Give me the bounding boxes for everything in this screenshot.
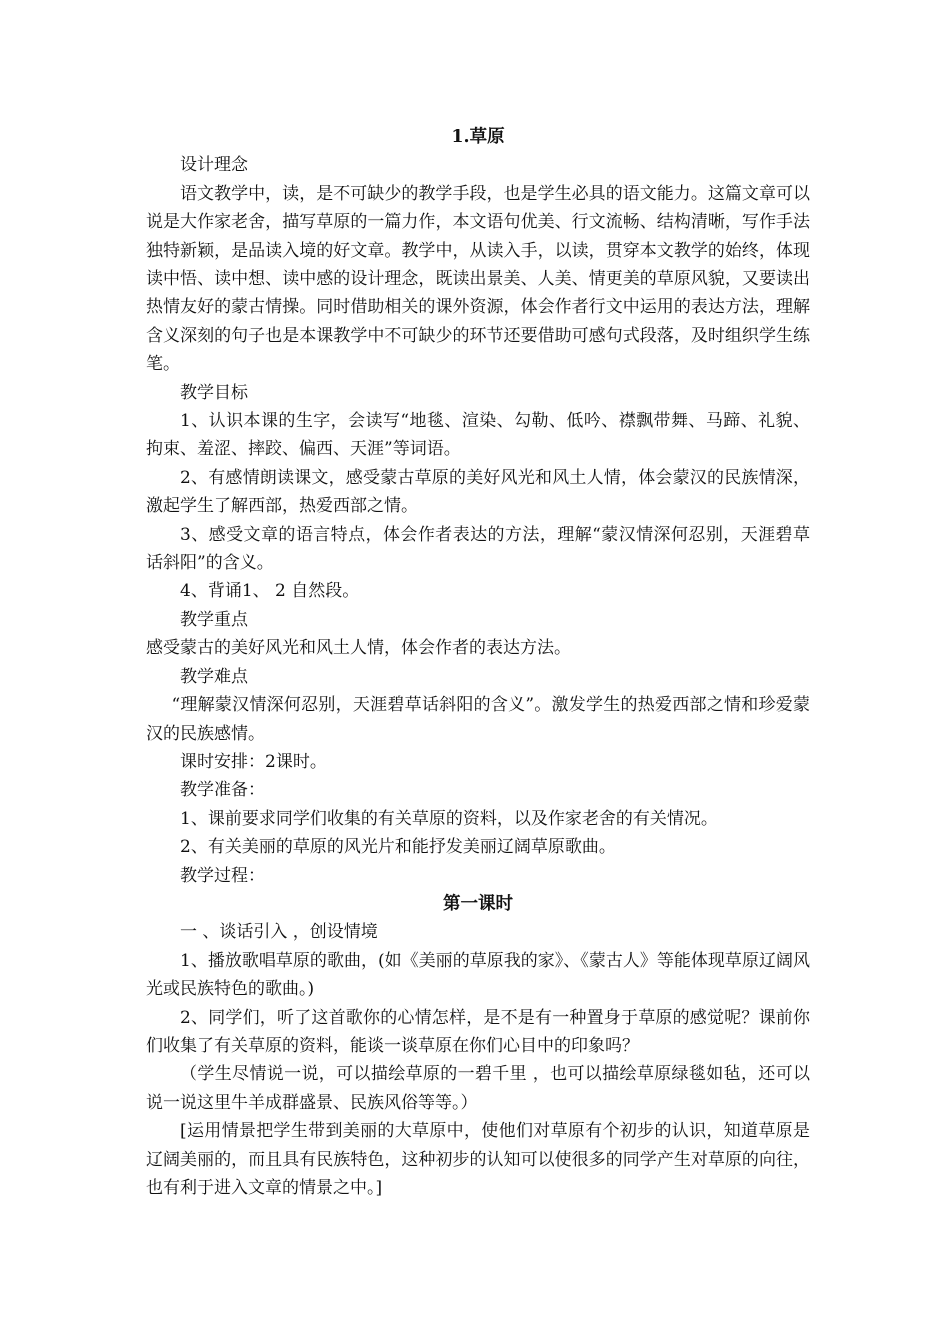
step-one-rationale: [运用情景把学生带到美丽的大草原中，使他们对草原有个初步的认识，知道草原是辽阔美丽的，而且具有民族特色，这种初步的认知可以使很多的同学产生对草原的向往，也有利于进入文章的情景之中。] bbox=[146, 1121, 810, 1198]
lesson-one-title: 第一课时 bbox=[443, 893, 513, 914]
process-heading: 教学过程： bbox=[180, 865, 265, 886]
difficulty-heading: 教学难点 bbox=[180, 666, 248, 687]
goal-item: 4、背诵1、 2 自然段。 bbox=[180, 581, 360, 602]
goal-item: 1、认识本课的生字，会读写“地毯、渲染、勾勒、低吟、襟飘带舞、马蹄、礼貌、拘束、羞涩、摔跤、偏西、天涯”等词语。 bbox=[146, 411, 810, 460]
goal-item: 3、感受文章的语言特点，体会作者表达的方法，理解“蒙汉情深何忍别，天涯碧草话斜阳”的含义。 bbox=[146, 524, 810, 574]
page-title: 1.草原 bbox=[451, 127, 505, 147]
step-one-item: 2、同学们，听了这首歌你的心情怎样，是不是有一种置身于草原的感觉呢？课前你们收集了有关草原的资料，能谈一谈草原在你们心目中的印象吗？ bbox=[146, 1007, 810, 1056]
key-point-heading: 教学重点 bbox=[180, 609, 248, 630]
preparation-item: 1、课前要求同学们收集的有关草原的资料，以及作家老舍的有关情况。 bbox=[180, 808, 718, 829]
step-one-item: 1、播放歌唱草原的歌曲，(如《美丽的草原我的家》、《蒙古人》等能体现草原辽阔风光或民族特色的歌曲。) bbox=[146, 950, 810, 1000]
design-heading: 设计理念 bbox=[180, 155, 248, 176]
preparation-heading: 教学准备： bbox=[180, 780, 265, 801]
key-point-text: 感受蒙古的美好风光和风土人情，体会作者的表达方法。 bbox=[146, 638, 571, 659]
difficulty-text: “理解蒙汉情深何忍别，天涯碧草话斜阳的含义”。激发学生的热爱西部之情和珍爱蒙汉的民族感情。 bbox=[146, 695, 810, 744]
document-body bbox=[146, 123, 810, 1202]
step-one-heading: 一 、谈话引入 ，创设情境 bbox=[180, 922, 378, 943]
preparation-item: 2、有关美丽的草原的风光片和能抒发美丽辽阔草原歌曲。 bbox=[180, 837, 616, 858]
design-paragraph: 语文教学中，读，是不可缺少的教学手段，也是学生必具的语文能力。这篇文章可以说是大作家老舍，描写草原的一篇力作，本文语句优美、行文流畅、结构清晰，写作手法独特新颖，是品读入境的好文章。教学中，从读入手，以读，贯穿本文教学的始终，体现读中悟、读中想、读中感的设计理念，既读出景美、人美、情更美的草原风貌，又要读出热情友好的蒙古情操。同时借助相关的课外资源，体会作者行文中运用的表达方法，理解含义深刻的句子也是本课教学中不可缺少的环节还要借助可感句式段落，及时组织学生练笔。 bbox=[146, 183, 810, 375]
goal-item: 2、有感情朗读课文，感受蒙古草原的美好风光和风土人情，体会蒙汉的民族情深，激起学生了解西部，热爱西部之情。 bbox=[146, 467, 810, 517]
step-one-note: （学生尽情说一说，可以描绘草原的一碧千里 ，也可以描绘草原绿毯如毡，还可以说一说这里牛羊成群盛景、民族风俗等等。） bbox=[146, 1064, 810, 1113]
schedule-text: 课时安排：2课时。 bbox=[180, 751, 327, 772]
goals-heading: 教学目标 bbox=[180, 382, 248, 403]
